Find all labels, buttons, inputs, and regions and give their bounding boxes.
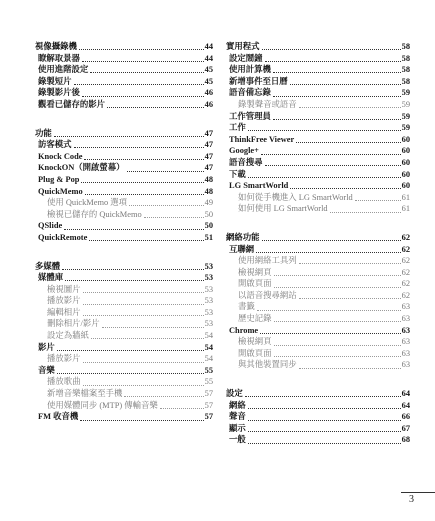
toc-section (226, 41, 410, 215)
toc-subentry-page: 54 (204, 331, 213, 341)
dot-leader (90, 72, 203, 73)
toc-subentry-label: 錄製聲音或語音 (238, 99, 297, 109)
toc-subentry (35, 197, 213, 209)
toc-section-heading-label: 功能 (35, 128, 52, 138)
toc-entry-label: 瞭解取景器 (38, 53, 80, 63)
toc-entry (35, 365, 213, 377)
toc-subentry-label: 開啟頁面 (238, 348, 272, 358)
toc-entry-label: Plug & Pop (38, 174, 80, 184)
toc-entry (226, 157, 410, 169)
toc-entry-label: 訪客模式 (38, 140, 72, 150)
toc-subentry-label: 檢視網頁 (238, 337, 272, 347)
toc-subentry (226, 301, 410, 313)
toc-entry (226, 244, 410, 256)
dot-leader (274, 287, 401, 288)
toc-entry-label: 錄製短片 (38, 76, 72, 86)
toc-subentry (226, 290, 410, 302)
toc-entry-page: 59 (401, 111, 410, 121)
toc-subentry-page: 49 (204, 198, 213, 208)
toc-subentry (35, 376, 213, 388)
toc-subentry-label: 新增音樂檔案至手機 (47, 389, 123, 399)
toc-entry (226, 411, 410, 423)
toc-entry (35, 342, 213, 354)
toc-subentry-label: 使用媒體同步 (MTP) 傳輸音樂 (47, 400, 158, 410)
toc-entry-page: 58 (401, 53, 410, 63)
dot-leader (248, 408, 401, 409)
toc-subentry (226, 313, 410, 325)
toc-entry-page: 57 (204, 412, 213, 422)
toc-subentry-label: 使用網絡工具列 (238, 256, 297, 266)
toc-entry-page: 67 (401, 423, 410, 433)
toc-entry-page: 58 (401, 76, 410, 86)
dot-leader (79, 49, 204, 50)
dot-leader (57, 373, 204, 374)
toc-entry-label: FM 收音機 (38, 412, 79, 422)
toc-entry (226, 400, 410, 412)
toc-entry-label: QuickMemo (38, 186, 83, 196)
toc-entry-label: 顯示 (229, 423, 246, 433)
dot-leader (330, 212, 401, 213)
toc-subentry-label: 歷史記錄 (238, 314, 272, 324)
toc-entry (35, 220, 213, 232)
toc-column-left (35, 41, 213, 423)
toc-subentry-page: 62 (401, 279, 410, 289)
dot-leader (102, 327, 204, 328)
dot-leader (74, 147, 204, 148)
toc-entry-label: QuickRemote (38, 232, 88, 242)
toc-subentry-page: 63 (401, 302, 410, 312)
dot-leader (74, 84, 204, 85)
toc-entry (35, 64, 213, 76)
dot-leader (262, 240, 401, 241)
dot-leader (274, 275, 401, 276)
dot-leader (248, 443, 401, 444)
dot-leader (64, 229, 203, 230)
toc-entry (35, 272, 213, 284)
dot-leader (91, 338, 204, 339)
toc-entry-label: 下載 (229, 169, 246, 179)
toc-subentry-page: 57 (204, 400, 213, 410)
toc-subentry-page: 63 (401, 314, 410, 324)
toc-entry-page: 59 (401, 88, 410, 98)
toc-section (35, 128, 213, 244)
toc-subentry-page: 61 (401, 204, 410, 214)
toc-subentry-page: 57 (204, 389, 213, 399)
toc-entry-label: 錄製影片後 (38, 88, 80, 98)
toc-section-heading-label: 視像攝錄機 (35, 42, 77, 51)
toc-entry-label: 新增事件至日曆 (229, 76, 288, 86)
toc-entry-page: 53 (204, 273, 213, 283)
dot-leader (124, 396, 203, 397)
toc-entry-label: 語音搜尋 (229, 157, 263, 167)
dot-leader (290, 84, 401, 85)
dot-leader (257, 310, 401, 311)
dot-leader (57, 350, 204, 351)
toc-section-heading (226, 232, 410, 244)
dot-leader (65, 280, 204, 281)
toc-section-heading-page: 44 (204, 42, 213, 51)
toc-subentry-label: 如何從手機進入 LG SmartWorld (238, 192, 353, 202)
dot-leader (299, 298, 401, 299)
toc-subentry (226, 203, 410, 215)
dot-leader (127, 171, 204, 172)
toc-entry-page: 46 (204, 99, 213, 109)
toc-subentry-page: 62 (401, 267, 410, 277)
toc-subentry-label: 以語音搜尋網站 (238, 290, 297, 300)
toc-entry-page: 48 (204, 174, 213, 184)
toc-subentry (226, 267, 410, 279)
dot-leader (299, 368, 401, 369)
toc-subentry-page: 62 (401, 290, 410, 300)
dot-leader (256, 252, 401, 253)
toc-entry-page: 58 (401, 65, 410, 75)
dot-leader (290, 188, 400, 189)
dot-leader (84, 159, 203, 160)
toc-entry (226, 145, 410, 157)
toc-entry (226, 122, 410, 134)
dot-leader (248, 130, 401, 131)
toc-subentry-page: 63 (401, 337, 410, 347)
dot-leader (265, 165, 401, 166)
toc-subentry-page: 53 (204, 284, 213, 294)
toc-subentry-page: 63 (401, 348, 410, 358)
toc-subentry-page: 54 (204, 354, 213, 364)
toc-subentry (35, 353, 213, 365)
toc-entry-page: 47 (204, 163, 213, 173)
toc-entry (35, 87, 213, 99)
toc-entry-label: 音樂 (38, 365, 55, 375)
dot-leader (82, 96, 204, 97)
toc-entry-page: 46 (204, 88, 213, 98)
toc-section-heading (35, 128, 213, 140)
toc-subentry-label: 刪除相片/影片 (47, 319, 100, 329)
dot-leader (248, 420, 401, 421)
toc-section-heading-page: 64 (401, 389, 410, 399)
toc-entry (226, 423, 410, 435)
dot-leader (261, 154, 401, 155)
toc-section-heading-label: 多媒體 (35, 261, 61, 271)
toc-entry (35, 53, 213, 65)
toc-subentry-label: 播放影片 (47, 354, 81, 364)
toc-entry-label: LG SmartWorld (229, 181, 289, 191)
dot-leader (89, 240, 203, 241)
toc-entry-page: 60 (401, 157, 410, 167)
toc-subentry (226, 278, 410, 290)
toc-subentry (226, 99, 410, 111)
dot-leader (248, 431, 401, 432)
toc-entry-label: 聲音 (229, 412, 246, 422)
dot-leader (54, 136, 204, 137)
toc-section-heading (226, 388, 410, 400)
dot-leader (274, 345, 401, 346)
toc-entry-page: 48 (204, 186, 213, 196)
toc-entry-page: 44 (204, 53, 213, 63)
toc-entry-page: 54 (204, 342, 213, 352)
toc-entry-page: 60 (401, 181, 410, 191)
toc-subentry (35, 284, 213, 296)
toc-entry-label: 工作 (229, 123, 246, 133)
toc-entry-page: 64 (401, 400, 410, 410)
toc-entry-label: 設定鬧鐘 (229, 53, 263, 63)
page-number: 3 (409, 494, 414, 505)
toc-subentry-page: 59 (401, 99, 410, 109)
toc-section-heading-page: 58 (401, 42, 410, 51)
toc-subentry-label: 如何使用 LG SmartWorld (238, 204, 328, 214)
dot-leader (355, 200, 401, 201)
toc-entry-label: 使用計算機 (229, 65, 271, 75)
toc-subentry-label: 設定為牆紙 (47, 331, 89, 341)
toc-subentry (226, 192, 410, 204)
toc-subentry-page: 63 (401, 360, 410, 370)
toc-section-heading (226, 41, 410, 53)
toc-entry (35, 139, 213, 151)
toc-subentry-label: 播放歌曲 (47, 377, 81, 387)
toc-subentry (35, 209, 213, 221)
toc-entry-label: 工作管理員 (229, 111, 271, 121)
dot-leader (129, 205, 204, 206)
toc-entry (35, 99, 213, 111)
toc-subentry-page: 55 (204, 377, 213, 387)
dot-leader (83, 362, 204, 363)
toc-subentry-label: 檢視圖片 (47, 284, 81, 294)
toc-section (35, 41, 213, 111)
toc-entry (226, 64, 410, 76)
toc-entry (226, 87, 410, 99)
toc-entry-label: Google+ (229, 146, 259, 156)
toc-entry-label: 影片 (38, 342, 55, 352)
dot-leader (274, 356, 401, 357)
toc-entry-label: ThinkFree Viewer (229, 134, 295, 144)
toc-entry-label: Knock Code (38, 151, 83, 161)
toc-entry-page: 45 (204, 65, 213, 75)
toc-section-heading-label: 實用程式 (226, 42, 260, 51)
dot-leader (107, 107, 204, 108)
dot-leader (296, 142, 400, 143)
toc-entry (226, 134, 410, 146)
toc-entry (226, 53, 410, 65)
toc-subentry (226, 336, 410, 348)
dot-leader (262, 49, 401, 50)
toc-entry (35, 411, 213, 423)
dot-leader (299, 263, 401, 264)
dot-leader (83, 385, 204, 386)
toc-entry-label: 互聯網 (229, 244, 255, 254)
toc-section-heading-label: 網絡功能 (226, 232, 260, 242)
dot-leader (260, 333, 400, 334)
dot-leader (299, 107, 401, 108)
toc-entry (35, 151, 213, 163)
toc-subentry-page: 50 (204, 209, 213, 219)
toc-entry (226, 76, 410, 88)
toc-subentry-label: 書籤 (238, 302, 255, 312)
toc-subentry (35, 388, 213, 400)
toc-subentry (35, 318, 213, 330)
toc-subentry-page: 62 (401, 256, 410, 266)
toc-section-heading-label: 設定 (226, 389, 243, 399)
dot-leader (82, 61, 204, 62)
dot-leader (265, 61, 401, 62)
toc-subentry-page: 61 (401, 192, 410, 202)
toc-entry-page: 50 (204, 221, 213, 231)
toc-section-heading-page: 47 (204, 128, 213, 138)
dot-leader (245, 396, 401, 397)
toc-entry-page: 47 (204, 151, 213, 161)
dot-leader (81, 182, 203, 183)
toc-entry (35, 174, 213, 186)
dot-leader (160, 408, 204, 409)
dot-leader (273, 72, 401, 73)
toc-subentry (226, 359, 410, 371)
dot-leader (62, 269, 204, 270)
dot-leader (85, 194, 204, 195)
toc-subentry-label: 編輯相片 (47, 307, 81, 317)
toc-column-right (226, 41, 410, 446)
dot-leader (144, 217, 204, 218)
dot-leader (83, 304, 204, 305)
toc-entry (226, 169, 410, 181)
toc-entry-page: 68 (401, 435, 410, 445)
toc-entry-label: 媒體庫 (38, 273, 64, 283)
toc-entry-page: 47 (204, 140, 213, 150)
dot-leader (273, 96, 401, 97)
toc-entry-label: 網絡 (229, 400, 246, 410)
toc-entry (226, 434, 410, 446)
footer-rule (401, 492, 435, 493)
toc-entry (35, 232, 213, 244)
dot-leader (248, 177, 401, 178)
toc-entry-label: QSlide (38, 221, 63, 231)
toc-entry (226, 325, 410, 337)
toc-section (35, 261, 213, 423)
toc-entry-page: 45 (204, 76, 213, 86)
toc-subentry-label: 播放影片 (47, 296, 81, 306)
toc-entry-page: 59 (401, 123, 410, 133)
toc-entry-label: KnockON（開啟螢幕） (38, 163, 125, 173)
toc-subentry-label: 使用 QuickMemo 選項 (47, 198, 128, 208)
toc-entry (226, 180, 410, 192)
toc-section (226, 388, 410, 446)
toc-entry-page: 60 (401, 146, 410, 156)
toc-subentry (35, 400, 213, 412)
toc-entry (35, 76, 213, 88)
toc-section-heading-page: 53 (204, 261, 213, 271)
toc-subentry (226, 255, 410, 267)
toc-entry-page: 60 (401, 169, 410, 179)
toc-subentry-label: 與其他裝置同步 (238, 360, 297, 370)
toc-subentry-page: 53 (204, 296, 213, 306)
toc-subentry (226, 348, 410, 360)
toc-subentry-label: 開啟頁面 (238, 279, 272, 289)
toc-entry-label: 使用進階設定 (38, 65, 89, 75)
toc-subentry-label: 檢視網頁 (238, 267, 272, 277)
dot-leader (274, 321, 401, 322)
toc-entry-page: 60 (401, 134, 410, 144)
toc-section-heading (35, 261, 213, 273)
toc-entry-label: 一般 (229, 435, 246, 445)
toc-section (226, 232, 410, 371)
toc-entry-page: 51 (204, 232, 213, 242)
toc-entry (226, 111, 410, 123)
toc-entry-page: 66 (401, 412, 410, 422)
toc-subentry (35, 330, 213, 342)
toc-subentry (35, 307, 213, 319)
toc-entry-label: Chrome (229, 325, 259, 335)
toc-entry (35, 186, 213, 198)
toc-entry-page: 62 (401, 244, 410, 254)
toc-subentry-page: 53 (204, 307, 213, 317)
toc-entry-label: 語音備忘錄 (229, 88, 271, 98)
dot-leader (273, 119, 401, 120)
toc-subentry (35, 295, 213, 307)
toc-entry-page: 55 (204, 365, 213, 375)
toc-subentry-page: 53 (204, 319, 213, 329)
toc-entry (35, 162, 213, 174)
toc-section-heading (35, 41, 213, 53)
toc-subentry-label: 檢視已儲存的 QuickMemo (47, 209, 142, 219)
toc-entry-page: 63 (401, 325, 410, 335)
dot-leader (83, 315, 204, 316)
dot-leader (83, 292, 204, 293)
toc-section-heading-page: 62 (401, 232, 410, 242)
toc-entry-label: 觀看已儲存的影片 (38, 99, 105, 109)
dot-leader (80, 420, 203, 421)
